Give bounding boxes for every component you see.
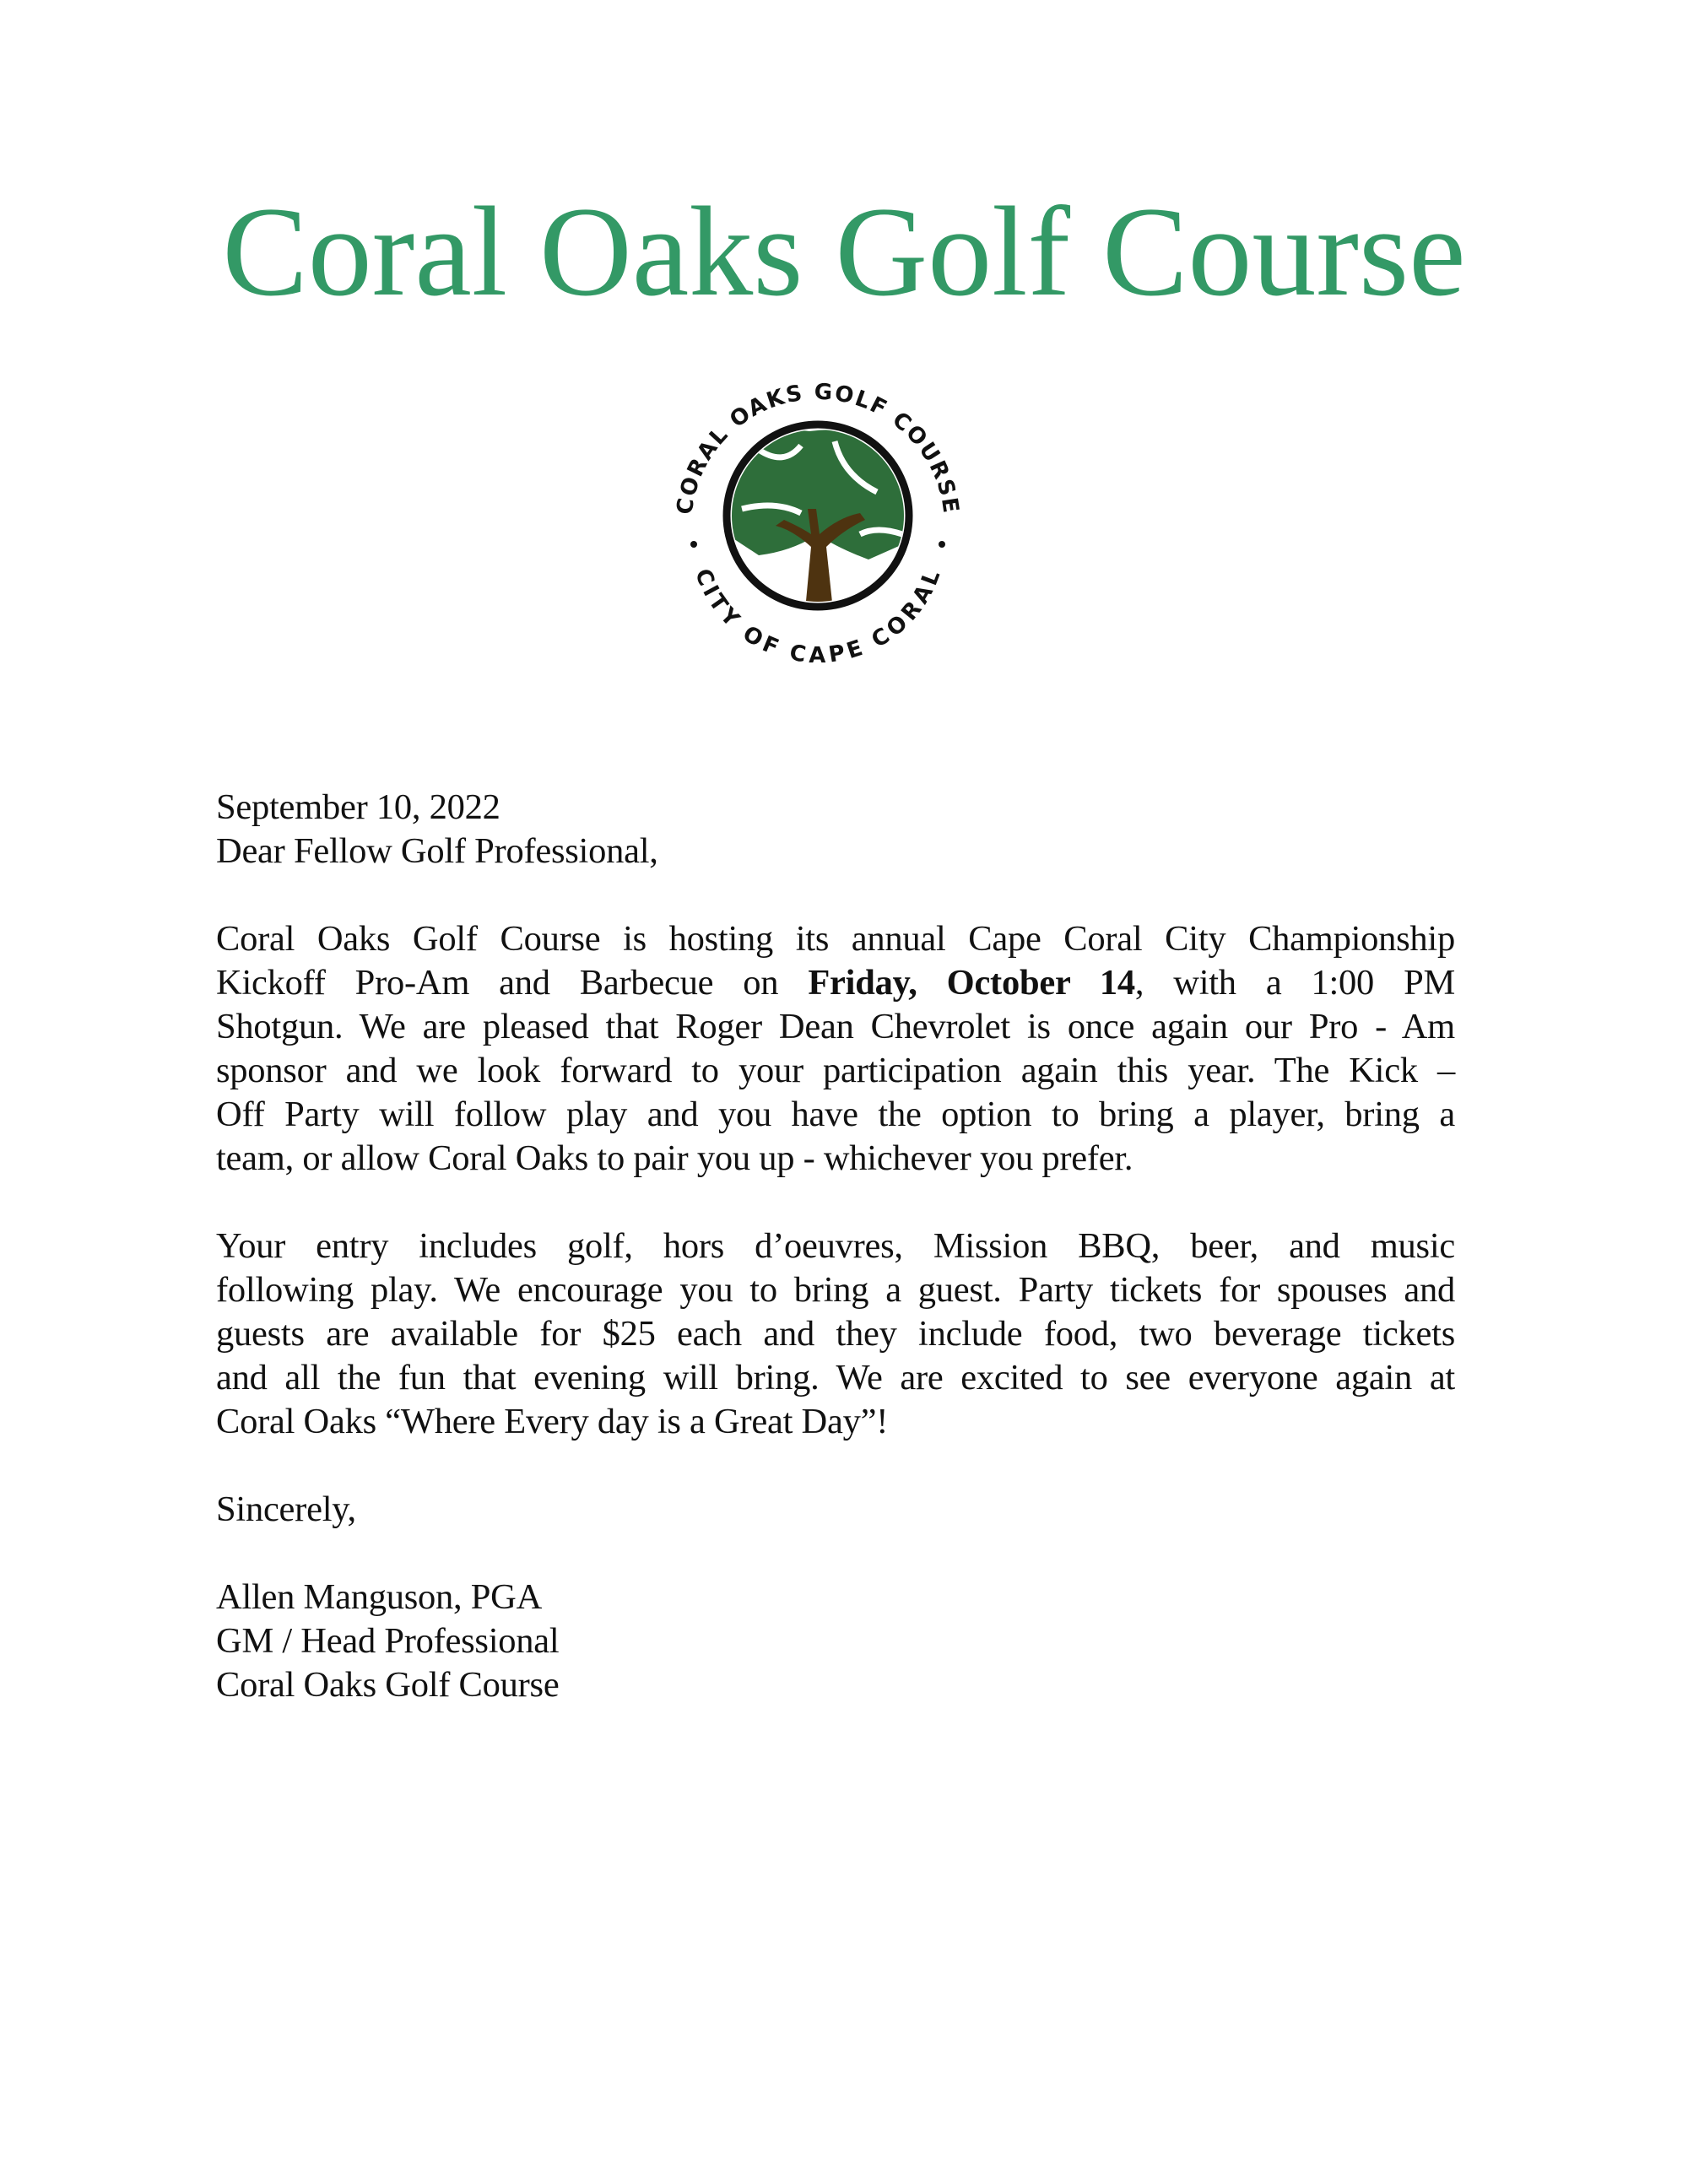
signer-name: Allen Manguson, PGA bbox=[216, 1577, 543, 1617]
letterhead-title: Coral Oaks Golf Course bbox=[222, 181, 1466, 322]
letter-paragraph-1: Coral Oaks Golf Course is hosting its annual Cape Coral City Championship Kickoff Pro-Am and Barbecue on Friday, October 14, with a 1:00 PM Shotgun. We are pleased that Roger Dean Chevrolet is once again our Pro - Am sponsor and we look forward to your participation again this year. The Kick – Off Party will follow play and you have the option to bring a player, bring a team, or allow Coral Oaks to pair you up - whichever you prefer. bbox=[216, 919, 1455, 1178]
signer-role: GM / Head Professional bbox=[216, 1621, 560, 1661]
letter-date: September 10, 2022 bbox=[216, 787, 500, 827]
letter-paragraph-2: Your entry includes golf, hors d’oeuvres, Mission BBQ, beer, and music following play. We encourage you to bring a guest. Party tickets for spouses and guests are available for $25 each and they include food, two beverage tickets and all the fun that evening will bring. We are excited to see everyone again at Coral Oaks “Where Every day is a Great Day”! bbox=[216, 1226, 1455, 1441]
letter-salutation: Dear Fellow Golf Professional, bbox=[216, 831, 658, 871]
signer-organization: Coral Oaks Golf Course bbox=[216, 1665, 560, 1705]
coral-oaks-logo bbox=[666, 365, 970, 662]
letter-closing: Sincerely, bbox=[216, 1489, 356, 1529]
svg-text:CITY OF CAPE CORAL: CITY OF CAPE CORAL bbox=[689, 565, 947, 662]
letter-body bbox=[216, 786, 1455, 1707]
svg-text:CORAL OAKS GOLF COURSE: CORAL OAKS GOLF COURSE bbox=[672, 379, 964, 516]
letter-signature bbox=[216, 1576, 1455, 1707]
